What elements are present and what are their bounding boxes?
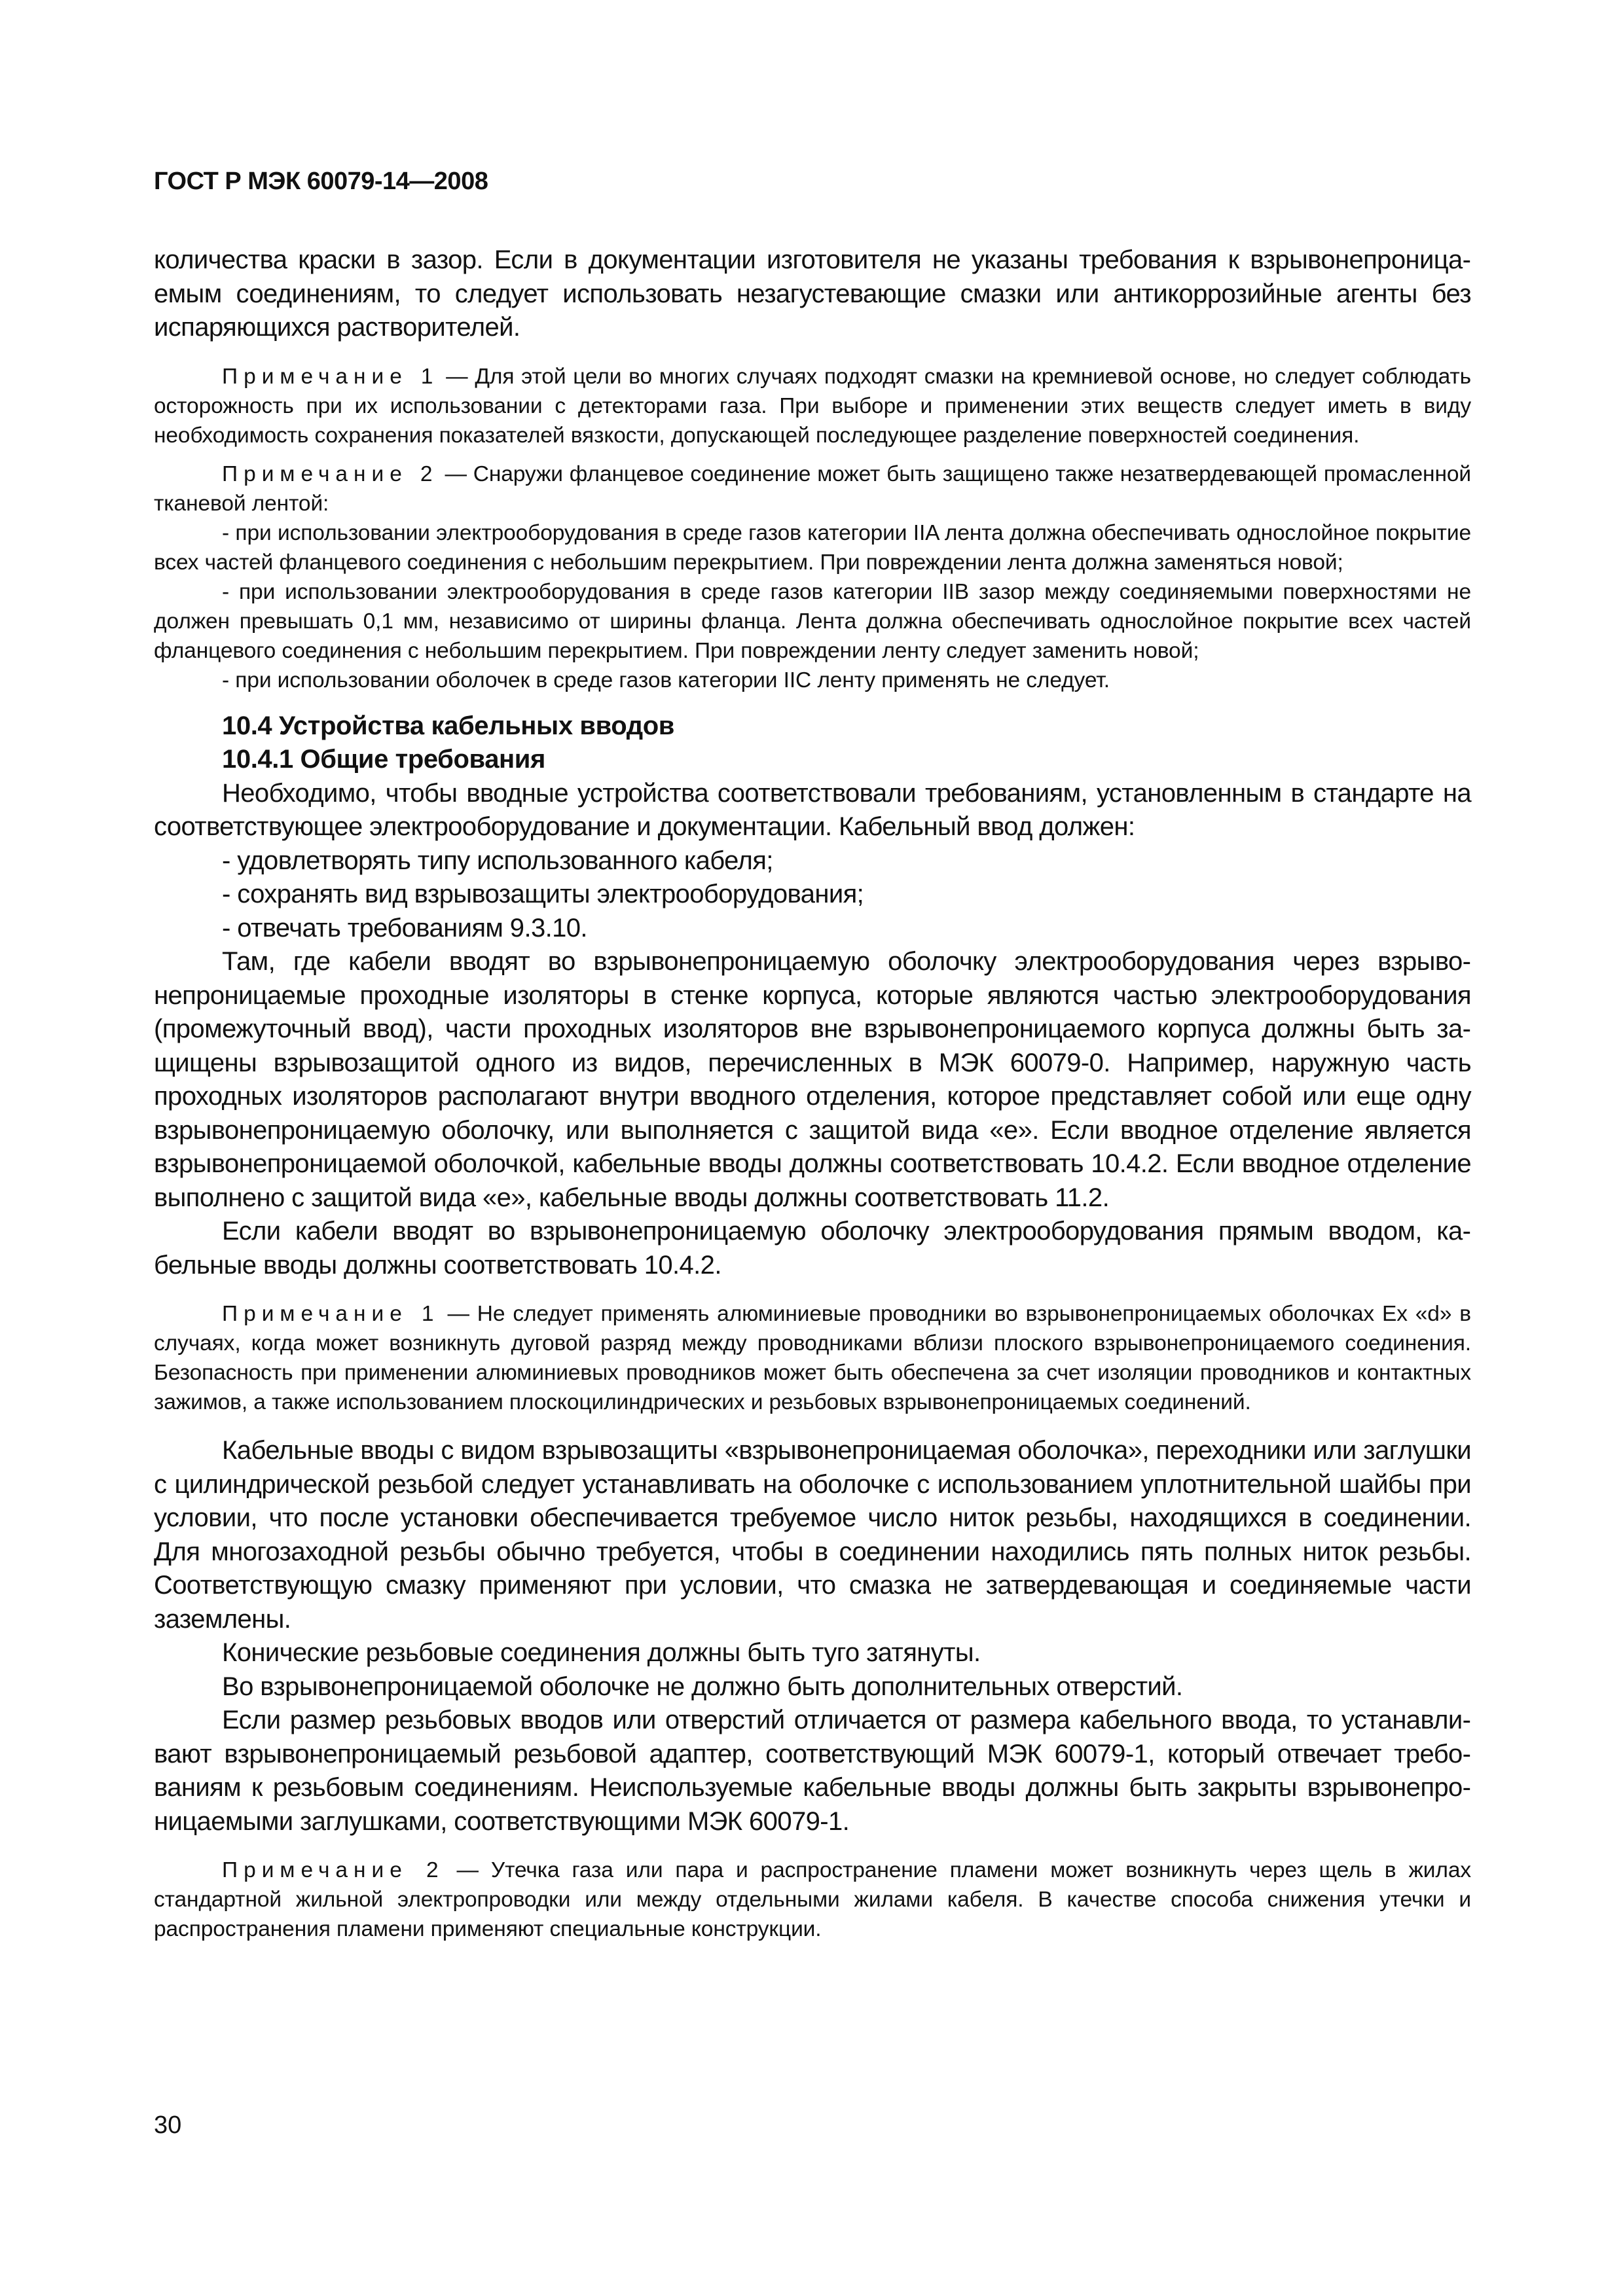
note-list-item: - при использовании электрооборудования в среде газов категории IIA лента должна обеспечивать однослойное покрытие всех частей фланцевого соединения с небольшим перекрытием. При повреждении лента должна заменяться новой; [154, 520, 1471, 575]
subsection-heading: 10.4.1 Общие требования [222, 745, 545, 774]
page-number: 30 [154, 2111, 182, 2139]
note-list-item: - при использовании электрооборудования в среде газов категории IIB зазор между соединяемыми поверхностями не должен превышать 0,1 мм, независимо от ширины фланца. Лента должна обеспечивать однослойное покрытие всех частей фланцевого соединения с небольшим перекрытием. При повреждении ленту следует заменить новой; [154, 579, 1471, 663]
paragraph: Необходимо, чтобы вводные устройства соответствовали требованиям, установленным в стандарте на соответствующее электрооборудование и документации. Кабельный ввод должен: [154, 778, 1471, 841]
paragraph: количества краски в зазор. Если в документации изготовителя не указаны требования к взрывонепроницаемым соединениям, то следует использовать незагустевающие смазки или антикоррозийные агенты без испаряющихся растворителей. [154, 245, 1471, 342]
note-label: Примечание 2 [222, 1858, 445, 1882]
section-heading: 10.4 Устройства кабельных вводов [222, 711, 674, 740]
note-text: — Для этой цели во многих случаях подходят смазки на кремниевой основе, но следует соблюдать осторожность при их использовании с детекторами газа. При выборе и применении этих веществ следует иметь в виду необходимость сохранения показателей вязкости, допускающей последующее разделение поверхностей соединения. [154, 364, 1472, 448]
note-label: Примечание 1 [222, 364, 439, 389]
note-paragraph [154, 362, 1471, 450]
document-body [154, 243, 1471, 1944]
note-list-item: - при использовании оболочек в среде газов категории IIC ленту применять не следует. [222, 668, 1110, 692]
list-item: - отвечать требованиям 9.3.10. [222, 913, 587, 942]
paragraph: Конические резьбовые соединения должны быть туго затянуты. [222, 1638, 981, 1667]
paragraph: Кабельные вводы с видом взрывозащиты «взрывонепроницаемая оболочка», переходники или заглушки с цилиндрической резьбой следует устанавливать на оболочке с использованием уплотнительной шайбы при условии, что после установки обеспечивается требуемое число ниток резьбы, находящихся в соединении. Для многозаходной резьбы обычно требуется, чтобы в соединении находились пять полных ниток резьбы. Соответствующую смазку применяют при условии, что смазка не затвердевающая и соединяемые части заземлены. [154, 1436, 1471, 1634]
list-item: - удовлетворять типу использованного кабеля; [222, 846, 773, 875]
paragraph: Во взрывонепроницаемой оболочке не должно быть дополнительных отверстий. [222, 1672, 1183, 1701]
note-text: — Не следует применять алюминиевые проводники во взрывонепроницаемых оболочках Ех «d» в случаях, когда может возникнуть дуговой разряд между проводниками вблизи плоского взрывонепроницаемого соединения. Безопасность при применении алюминиевых проводников может быть обеспечена за счет изоляции проводников и контактных зажимов, а также использованием плоскоцилиндрических и резьбовых взрывонепроницаемых соединений. [154, 1302, 1471, 1414]
note-label: Примечание 2 [222, 461, 439, 486]
list-item: - сохранять вид взрывозащиты электрооборудования; [222, 880, 864, 908]
note-label: Примечание 1 [222, 1302, 440, 1326]
paragraph: Если размер резьбовых вводов или отверстий отличается от размера кабельного ввода, то устанавливают взрывонепроницаемый резьбовой адаптер, соответствующий МЭК 60079-1, который отвечает требованиям к резьбовым соединениям. Неиспользуемые кабельные вводы должны быть закрыты взрывонепроницаемыми заглушками, соответствующими МЭК 60079-1. [154, 1706, 1471, 1836]
note-paragraph [154, 459, 1471, 518]
note-paragraph [154, 1856, 1471, 1944]
note-paragraph [154, 1299, 1471, 1417]
paragraph: Если кабели вводят во взрывонепроницаемую оболочку электрооборудования прямым вводом, кабельные вводы должны соответствовать 10.4.2. [154, 1217, 1471, 1280]
paragraph: Там, где кабели вводят во взрывонепроницаемую оболочку электрооборудования через взрывонепроницаемые проходные изоляторы в стенке корпуса, которые являются частью электрооборудования (промежуточный ввод), части проходных изоляторов вне взрывонепроницаемого корпуса должны быть защищены взрывозащитой одного из видов, перечисленных в МЭК 60079-0. Например, наружную часть проходных изоляторов располагают внутри вводного отделения, которое представляет собой или еще одну взрывонепроницаемую оболочку, или выполняется с защитой вида «е». Если вводное отделение является взрывонепроницаемой оболочкой, кабельные вводы должны соответствовать 10.4.2. Если вводное отделение выполнено с защитой вида «е», кабельные вводы должны соответствовать 11.2. [154, 947, 1471, 1212]
note-text: — Снаружи фланцевое соединение может быть защищено также незатвердевающей промасленной тканевой лентой: [154, 461, 1472, 516]
note-text: — Утечка газа или пара и распространение пламени может возникнуть через щель в жилах стандартной жильной электропроводки или между отдельными жилами кабеля. В качестве способа снижения утечки и распространения пламени применяют специальные конструкции. [154, 1858, 1472, 1941]
running-header: ГОСТ Р МЭК 60079-14—2008 [154, 168, 488, 195]
